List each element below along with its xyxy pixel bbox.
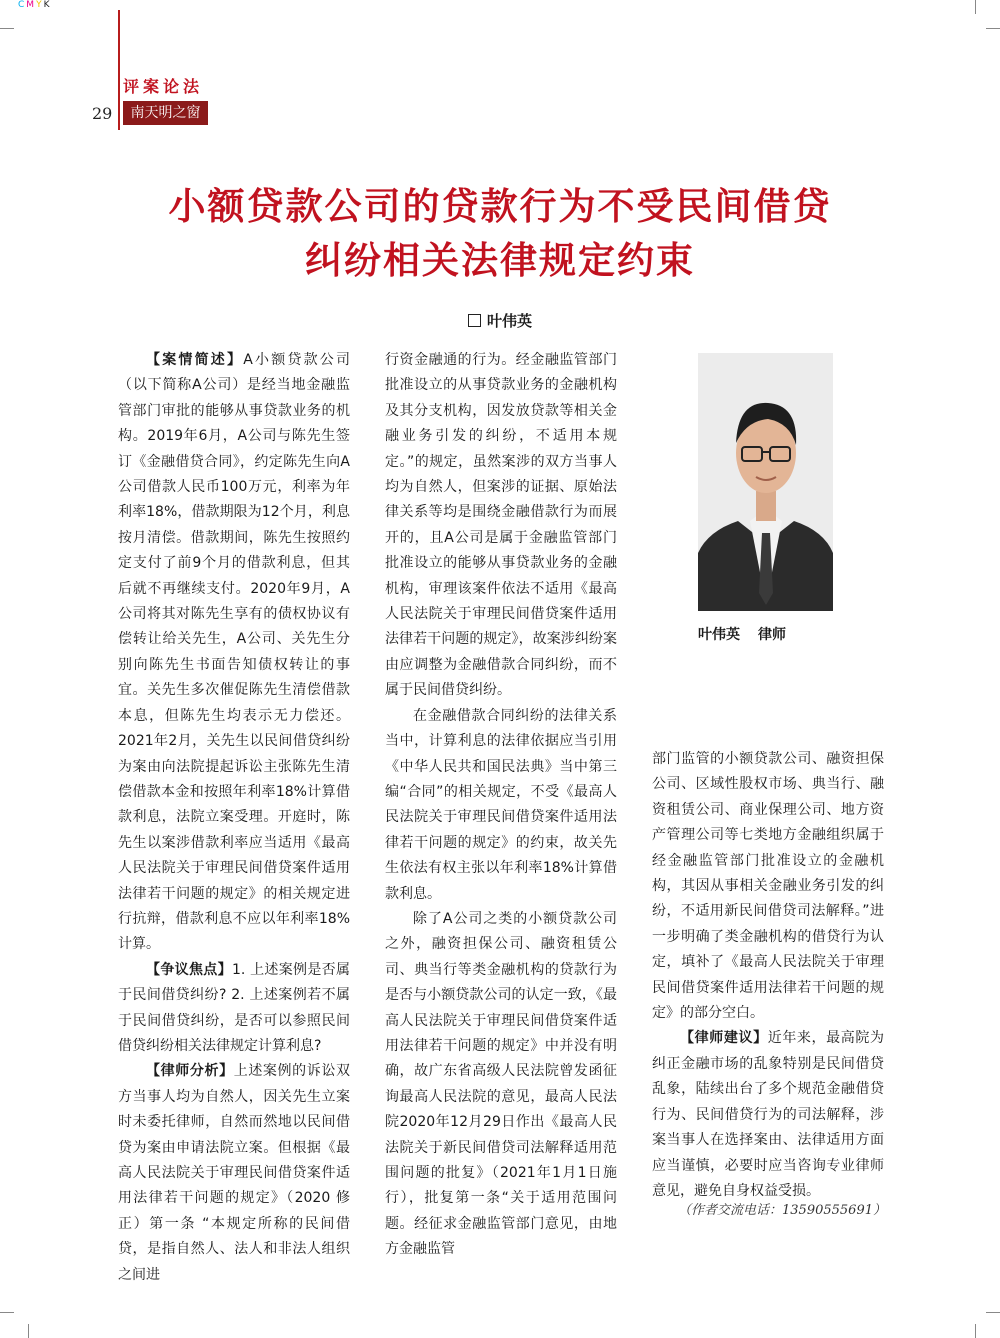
section-tag: 【争议焦点】 (146, 961, 232, 978)
paragraph (118, 1059, 350, 1288)
caption-role: 律师 (758, 627, 786, 643)
paragraph: 部门监管的小额贷款公司、融资担保公司、区域性股权市场、典当行、融资租赁公司、商业保理公司、地方资产管理公司等七类地方金融组织属于经金融监管部门批准设立的金融机构，其因从事相关金融业务引发的纠纷，不适用新民间借贷司法解释。”进一步明确了类金融机构的借贷行为认定，填补了《最高人民法院关于审理民间借贷案件适用法律若干问题的规定》的部分空白。 (652, 751, 884, 1022)
column-label: 评案论法 (123, 77, 204, 96)
paragraph-text: 近年来，最高院为纠正金融市场的乱象特别是民间借贷乱象，陆续出台了多个规范金融借贷行为、民间借贷行为的司法解释，涉案当事人在选择案由、法律适用方面应当谨慎，必要时应当咨询专业律师意见，避免自身权益受损。 (652, 1030, 885, 1199)
paragraph-text: 上述案例的诉讼双方当事人均为自然人，因关先生立案时未委托律师，自然而然地以民间借贷为案由申请法院立案。但根据《最高人民法院关于审理民间借贷案件适用法律若干问题的规定》（2020 修正）第一条 “本规定所称的民间借贷，是指自然人、法人和非法人组织之间进 (118, 1063, 351, 1283)
crop-mark (0, 1312, 14, 1313)
paragraph-text: A小额贷款公司（以下简称A公司）是经当地金融监管部门审批的能够从事贷款业务的机构。2019年6月，A公司与陈先生签订《金融借贷合同》，约定陈先生向A公司借款人民币100万元，利率为年利率18%，借款期限为12个月，利息按月清偿。借款期间，陈先生按照约定支付了前9个月的借款利息，但其后就不再继续支付。2020年9月，A公司将其对陈先生享有的债权协议有偿转让给关先生，A公司、关先生分别向陈先生书面告知债权转让的事宜。关先生多次催促陈先生清偿借款本息，但陈先生均表示无力偿还。2021年2月，关先生以民间借贷纠纷为案由向法院提起诉讼主张陈先生清偿借款本金和按照年利率18%计算借款利息，法院立案受理。开庭时，陈先生以案涉借款利率应当适用《最高人民法院关于审理民间借贷案件适用法律若干问题的规定》的相关规定进行抗辩，借款利息不应以年利率18%计算。 (118, 352, 351, 953)
paragraph (652, 1026, 884, 1204)
lawyer-portrait (698, 353, 833, 611)
cmyk-c: C (18, 0, 27, 10)
cmyk-y: Y (36, 0, 44, 10)
cmyk-m: M (26, 0, 37, 10)
caption-name: 叶伟英 (698, 627, 740, 643)
text-column-2 (385, 348, 617, 1263)
author-name: 叶伟英 (486, 312, 532, 330)
paragraph: 行资金融通的行为。经金融监管部门批准设立的从事贷款业务的金融机构及其分支机构，因发放贷款等相关金融业务引发的纠纷，不适用本规定。”的规定，虽然案涉的双方当事人均为自然人，但案涉的证据、原始法律关系等均是围绕金融借款行为而展开的，且A公司是属于金融监管部门批准设立的能够从事贷款业务的金融机构，审理该案件依法不适用《最高人民法院关于审理民间借贷案件适用法律若干问题的规定》，故案涉纠纷案由应调整为金融借款合同纠纷，而不属于民间借贷纠纷。 (385, 352, 617, 699)
crop-mark (986, 28, 1000, 29)
page-number: 29 (92, 104, 113, 123)
author-line (0, 310, 1000, 331)
article-title (60, 180, 940, 288)
cmyk-registration (18, 0, 51, 10)
section-tag: 【案情简述】 (146, 352, 244, 368)
title-line-2: 纠纷相关法律规定约束 (305, 239, 695, 282)
crop-mark (28, 1324, 29, 1338)
paragraph: 除了A公司之类的小额贷款公司之外，融资担保公司、融资租赁公司、典当行等类金融机构的贷款行为是否与小额贷款公司的认定一致，《最高人民法院关于审理民间借贷案件适用法律若干问题的规定》中并没有明确，故广东省高级人民法院曾发函征询最高人民法院的意见，最高人民法院2020年12月29日作出《最高人民法院关于新民间借贷司法解释适用范围问题的批复》（2021年1月1日施行），批复第一条“关于适用范围问题。经征求金融监管部门意见，由地方金融监管 (385, 910, 617, 1258)
section-tag: 【律师分析】 (146, 1063, 234, 1080)
crop-mark (986, 1312, 1000, 1313)
crop-mark (975, 0, 976, 14)
square-icon (468, 314, 481, 327)
portrait-photo-icon (698, 353, 833, 611)
author-contact: （作者交流电话：13590555691） (678, 1203, 886, 1218)
paragraph-text: 1. 上述案例是否属于民间借贷纠纷? 2. 上述案例若不属于民间借贷纠纷，是否可以参照民间借贷纠纷相关法律规定计算利息? (118, 961, 350, 1054)
portrait-caption (698, 624, 833, 644)
cmyk-k: K (43, 0, 52, 10)
crop-mark (0, 28, 14, 29)
text-column-3 (652, 747, 884, 1204)
section-name: 南天明之窗 (123, 101, 208, 125)
header-rule (118, 10, 120, 130)
paragraph (118, 348, 350, 958)
section-tag: 【律师建议】 (680, 1030, 768, 1047)
crop-mark (975, 1324, 976, 1338)
title-line-1: 小额贷款公司的贷款行为不受民间借贷 (168, 185, 832, 228)
paragraph: 在金融借款合同纠纷的法律关系当中，计算利息的法律依据应当引用《中华人民共和国民法典》当中第三编“合同”的相关规定，不受《最高人民法院关于审理民间借贷案件适用法律若干问题的规定》的约束，故关先生依法有权主张以年利率18%计算借款利息。 (385, 707, 617, 902)
text-column-1 (118, 348, 350, 1288)
paragraph (118, 958, 350, 1060)
